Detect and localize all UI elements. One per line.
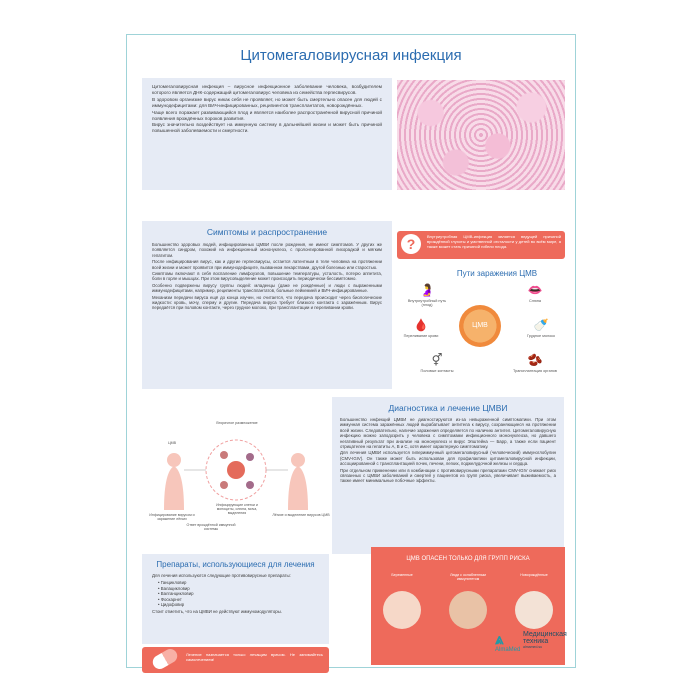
blood-drop-icon: 🩸	[413, 318, 429, 332]
poster	[126, 34, 576, 668]
drug-item: • Фоскарнет	[158, 597, 319, 602]
routes-title: Пути заражения ЦМВ	[456, 269, 538, 278]
intro-paragraph: В здоровом организме вирус никак себя не проявляет, но может быть смертельно опасен для людей с иммунодефицитами: для ВИЧ-инфицированных, реципиентов трансплантатов, новорождённых.	[152, 96, 382, 108]
diagram-label: Ответ врождённой иммунной системы	[186, 523, 236, 532]
drugs-box	[142, 554, 329, 644]
intro-box	[142, 78, 392, 190]
route-label: Внутриутробный путь (плод)	[407, 299, 447, 308]
route-label: Слюна	[528, 299, 541, 303]
drugs-list	[152, 580, 319, 607]
route-label: Трансплантация органов	[513, 369, 557, 373]
logo-brand: AlmaMed	[495, 647, 521, 653]
risk-group-label: Люди с ослабленным иммунитетом	[450, 573, 486, 582]
histology-image	[397, 80, 565, 190]
pill-banner	[142, 647, 329, 673]
intro-paragraph: Чаще всего поражает развивающийся плод и является наиболее распространённой вирусной причиной появления врождённых пороков развития.	[152, 109, 382, 121]
route-label: Переливание крови	[403, 334, 439, 338]
route-item	[511, 283, 559, 303]
route-label: Половые контакты	[420, 369, 454, 373]
symptoms-paragraph: Механизм передачи вируса ещё до конца изучен, но считается, что передача происходит через биологические жидкости: кровь, мочу, сперму и другие. Передача вируса требует близкого контакта с заражённым. Вирус передаётся при половом контакте, через грудное молоко, при трансплантации и переливании крови.	[152, 294, 382, 311]
risk-group-label: Беременные	[391, 573, 413, 577]
symptoms-box	[142, 221, 392, 389]
diagnosis-paragraph: Большинство инфекций ЦМВИ не диагностируются из-за невыраженной симптоматики. При этом иммунная система заражённых людей вырабатывает антитела к вирусу, сохраняющиеся на протяжении всей жизни. Следовательно, наличие заражения определяется по наличию антител. Цитомегаловирусную инфекцию можно заподозрить у человека с симптомами инфекционного мононуклеоза, но давшего негативный результат при анализе на мононуклеоз и вирус Эпштейна — Барр, а также если пациент отрицателен на гепатиты A, B и C, хотя имеет характерную симптоматику.	[340, 417, 556, 450]
drug-item: • Валацикловир	[158, 586, 319, 591]
page-title: Цитомегаловирусная инфекция	[240, 47, 462, 64]
diagnosis-title: Диагностика и лечение ЦМВИ	[388, 403, 508, 413]
drugs-note: Стоит отметить, что на ЦМВИ не действуют иммуномодуляторы.	[152, 609, 282, 615]
logo-site: almamed.su	[523, 645, 543, 649]
route-item	[397, 318, 445, 338]
newborn-photo	[515, 591, 553, 629]
drugs-title: Препараты, использующиеся для лечения	[156, 560, 315, 569]
gender-icon: ⚥	[431, 353, 443, 367]
route-item	[403, 283, 451, 308]
symptoms-text	[142, 237, 392, 317]
intro-paragraph: Вирус значительно воздействует на иммунную систему в дальнейшей жизни и может быть причиной повышенной заболеваемости и смертности.	[152, 122, 382, 134]
baby-bottle-icon: 🍼	[533, 318, 549, 332]
lips-icon: 👄	[527, 283, 543, 297]
symptoms-paragraph: Большинство здоровых людей, инфицированных ЦМВИ после рождения, не имеют симптомов. У других же появляется синдром, похожий на инфекционный мононуклеоз, с пролонгированной лихорадкой и мягким гепатитом.	[152, 242, 382, 258]
route-item	[517, 318, 565, 338]
drug-item: • Ганцикловир	[158, 580, 319, 585]
diagnosis-paragraph: При отдельном применении или в комбинации с противовирусными препаратами CMV-IGIV снижает риск связанных с ЦМВИ заболеваний и смертей у пациентов из групп риска, увеличивает выживаемость, а также имеет минимальные побочные эффекты.	[340, 467, 556, 484]
intro-text	[142, 78, 392, 141]
diagnosis-box	[332, 397, 564, 554]
diagram-label: Инфицирующие клетки и моноциты, слюна, моча, выделения	[216, 503, 258, 516]
symptoms-paragraph: Особенно подвержены вирусу группы людей: младенцы (даже не рождённые) и люди с выраженными иммунодефицитами, например, реципиенты трансплантатов, больные лейкемией и ВИЧ-инфицированные.	[152, 282, 382, 294]
almamed-logo	[495, 631, 575, 661]
drugs-intro: Для лечения используются следующие противовирусные препараты:	[152, 573, 291, 578]
kidneys-icon: 🫘	[527, 353, 543, 367]
diagram-label: Инфицирование вирусом и заражение лёгких	[149, 513, 195, 522]
route-item	[511, 353, 559, 373]
pill-text: Лечение назначается только лечащим врачом. Не занимайтесь самолечением!	[186, 652, 323, 662]
pill-icon	[150, 646, 180, 671]
intro-paragraph: Цитомегаловирусная инфекция – вирусное инфекционное заболевание человека, возбудителем которого является ДНК-содержащий цитомегаловирус человека из семейства герпесвирусов.	[152, 84, 382, 95]
diagram-label: ЦМВ	[167, 441, 177, 445]
question-icon: ?	[401, 234, 421, 254]
pregnant-photo	[383, 591, 421, 629]
route-label: Грудное молоко	[526, 334, 556, 338]
diagnosis-text	[332, 413, 564, 489]
pregnant-icon: 🤰	[419, 283, 435, 297]
diagnosis-paragraph: Для лечения ЦМВИ используется гипериммунный цитомегаловирусный (человеческий) иммуноглобулин (CMV-IGIV). Он также может быть использован для профилактики цитомегаловирусной инфекции, ассоциированной с трансплантацией почек, печени, легких, поджелудочной железы и сердца.	[340, 450, 556, 467]
infection-diagram	[142, 415, 330, 535]
logo-mark-icon: ⩓	[495, 631, 504, 648]
route-item	[413, 353, 461, 373]
symptoms-title: Симптомы и распространение	[206, 227, 328, 237]
warning-banner	[397, 231, 565, 259]
patient-photo	[449, 591, 487, 629]
diagram-label: Лёгкие и выделение вирусов ЦМВ	[272, 513, 330, 517]
symptoms-paragraph: Симптомы включают в себя воспаление лимфоузлов, повышение температуры, усталость, потерю аппетита, боли в горле и мышцах. При этом вирусовыделение может происходить периодически бессимптомно.	[152, 271, 382, 282]
cmv-virus-icon: ЦМВ	[459, 305, 501, 347]
risk-group-label: Новорождённые	[520, 573, 548, 577]
drugs-text	[142, 569, 329, 620]
symptoms-paragraph: После инфицирования вирус, как и другие герпесвирусы, остается латентным в теле человека на протяжении всей жизни и может проявится при иммунодефиците, вызванном лекарствами, другой болезнью или старостью.	[152, 259, 382, 270]
drug-item: • Валганцикловир	[158, 591, 319, 596]
drug-item: • Цидофовир	[158, 602, 319, 607]
diagram-label: Вторичное размножение	[216, 421, 258, 425]
risk-title: ЦМВ ОПАСЕН ТОЛЬКО ДЛЯ ГРУПП РИСКА	[406, 556, 530, 562]
warning-text: Внутриутробная ЦМВ-инфекция является ведущей причиной врождённой глухоты и умственной отсталости у детей во всём мире, а также может стать причиной гибели плода.	[427, 234, 561, 249]
logo-line1: Медицинская техника	[523, 631, 567, 645]
